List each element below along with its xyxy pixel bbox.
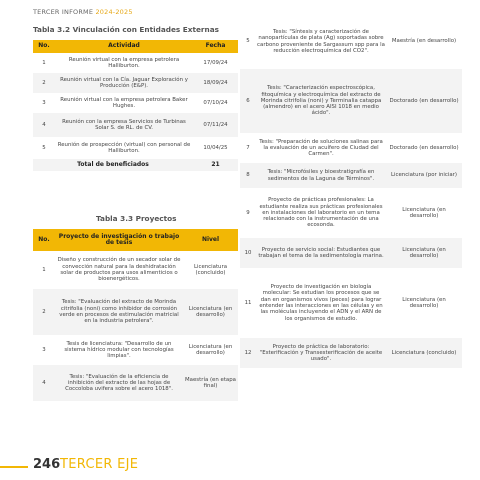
table-3-3-continued	[240, 14, 462, 368]
row-level: Doctorado (en desarrollo)	[389, 144, 459, 151]
row-level: Maestría (en etapa final)	[183, 365, 238, 401]
section-title: TERCER EJE	[60, 457, 139, 472]
col-header-level: Nivel	[183, 229, 238, 251]
table-row	[240, 69, 462, 133]
row-number: 4	[33, 365, 55, 401]
table-total-row	[33, 159, 238, 171]
row-number: 3	[42, 346, 46, 353]
row-level: Doctorado (en desarrollo)	[386, 69, 462, 133]
header-title: TERCER INFORME	[33, 8, 94, 16]
table-header-row	[33, 40, 238, 53]
row-project: Proyecto de servicio social: Estudiantes que trabajan el tema de la sedimentología marina.	[256, 238, 386, 268]
table-row	[33, 93, 238, 113]
page-footer	[0, 455, 480, 477]
table-row	[240, 14, 462, 69]
row-date: 18/09/24	[193, 73, 238, 93]
row-project: Tesis: "Microfósiles y bioestratigrafía en sedimentos de la Laguna de Términos".	[256, 163, 386, 188]
table-row	[33, 113, 238, 137]
row-date: 10/04/25	[203, 144, 228, 151]
table-row	[240, 238, 462, 268]
row-number: 3	[42, 99, 46, 106]
table-row	[33, 365, 238, 401]
row-number: 2	[33, 73, 55, 93]
table-row	[33, 289, 238, 335]
table-row	[33, 53, 238, 73]
row-level: Licenciatura (en desarrollo)	[183, 289, 238, 335]
row-activity: Reunión con la empresa Servicios de Turbinas Solar S. de RL. de CV.	[55, 113, 193, 137]
row-level: Licenciatura (en desarrollo)	[386, 238, 462, 268]
row-activity: Reunión virtual con la empresa petrolera Baker Hughes.	[60, 96, 188, 109]
row-project: Proyecto de práctica de laboratorio: "Esterificación y Transesterificación de aceite usado".	[256, 338, 386, 368]
row-number: 9	[246, 209, 250, 216]
row-activity: Reunión de prospección (virtual) con personal de Halliburton.	[57, 141, 191, 154]
row-project: Tesis: "Caracterización espectroscópica, fitoquímica y electroquímica del extracto de Morinda citrifolia (noni) y Terminalia catappa (almendro) en el acero AISI 1018 en medio ácido".	[256, 69, 386, 133]
total-value: 21	[193, 159, 238, 171]
row-number: 2	[33, 289, 55, 335]
row-number: 4	[33, 113, 55, 137]
running-header	[33, 8, 133, 16]
table-3-2	[33, 40, 238, 171]
table-row	[33, 73, 238, 93]
row-activity: Reunión virtual con la empresa petrolera Halliburton.	[68, 56, 180, 69]
row-number: 6	[240, 69, 256, 133]
row-level: Licenciatura (en desarrollo)	[402, 206, 446, 219]
row-level: Maestría (en desarrollo)	[391, 38, 457, 45]
row-level: Licenciatura (concluido)	[386, 338, 462, 368]
row-project: Tesis de licenciatura: "Desarrollo de un sistema hídrico modular con tecnologías limpias".	[64, 340, 174, 360]
table-row	[240, 163, 462, 188]
col-header-no: No.	[33, 229, 55, 251]
row-project: Diseño y construcción de un secador solar de convección natural para la deshidratación solar de productos para usos alimenticios o bioenergéticos.	[57, 257, 181, 283]
row-project: Tesis: "Evaluación de la eficiencia de inhibición del extracto de las hojas de Coccoloba uvifera sobre el acero 1018".	[55, 365, 183, 401]
row-level: Licenciatura (en desarrollo)	[402, 296, 446, 309]
row-project: Tesis: "Síntesis y caracterización de nanopartículas de plata (Ag) soportadas sobre carbono proveniente de Sargassum spp para la reducción electroquímica del CO2".	[257, 28, 385, 54]
row-date: 17/09/24	[203, 59, 228, 66]
row-level: Licenciatura (concluido)	[193, 263, 227, 276]
row-number: 5	[42, 144, 46, 151]
table-row	[33, 335, 238, 365]
row-date: 07/10/24	[203, 99, 228, 106]
table-3-2-caption: Tabla 3.2 Vinculación con Entidades Externas	[33, 25, 219, 34]
col-header-activity: Actividad	[55, 40, 193, 53]
footer-accent-line	[0, 466, 28, 468]
table-3-3-caption: Tabla 3.3 Proyectos	[96, 214, 177, 223]
table-row	[33, 251, 238, 289]
row-number: 7	[246, 144, 250, 151]
table-row	[240, 268, 462, 338]
col-header-project: Proyecto de investigación o trabajo de tesis	[55, 229, 183, 251]
row-number: 12	[240, 338, 256, 368]
table-row	[240, 338, 462, 368]
row-project: Tesis: "Preparación de soluciones salinas para la evaluación de un acuífero de Ciudad del Carmen".	[259, 138, 383, 158]
table-row	[33, 137, 238, 159]
row-number: 10	[240, 238, 256, 268]
table-row	[240, 133, 462, 163]
row-level: Licenciatura (en desarrollo)	[188, 343, 233, 356]
row-number: 11	[244, 299, 252, 306]
table-header-row	[33, 229, 238, 251]
page-number: 246	[33, 457, 61, 472]
row-activity: Reunión virtual con la Cía. Jaguar Exploración y Producción (E&P).	[55, 73, 193, 93]
header-years: 2024-2025	[95, 8, 133, 16]
row-project: Tesis: "Evaluación del extracto de Morinda citrifolia (noni) como inhibidor de corrosión verde en procesos de estimulación matricial en la industria petrolera".	[55, 289, 183, 335]
row-number: 1	[42, 59, 46, 66]
row-number: 5	[246, 38, 250, 45]
row-project: Proyecto de investigación en biología molecular: Se estudian los procesos que se dan en organismos vivos (peces) para lograr entender las interacciones en las células y en las moléculas incluyendo el ADN y el ARN de los organismos de estudio.	[259, 284, 383, 322]
row-level: Licenciatura (por iniciar)	[386, 163, 462, 188]
col-header-no: No.	[33, 40, 55, 53]
row-project: Proyecto de prácticas profesionales: La estudiante realiza sus prácticas profesionales en instalaciones del laboratorio en un tema relacionado con la instrumentación de una ecosonda.	[259, 197, 383, 229]
table-row	[240, 188, 462, 238]
row-date: 07/11/24	[193, 113, 238, 137]
row-number: 1	[42, 266, 46, 273]
total-label: Total de beneficiados	[33, 159, 193, 171]
table-3-3	[33, 229, 238, 401]
row-number: 8	[240, 163, 256, 188]
col-header-date: Fecha	[193, 40, 238, 53]
